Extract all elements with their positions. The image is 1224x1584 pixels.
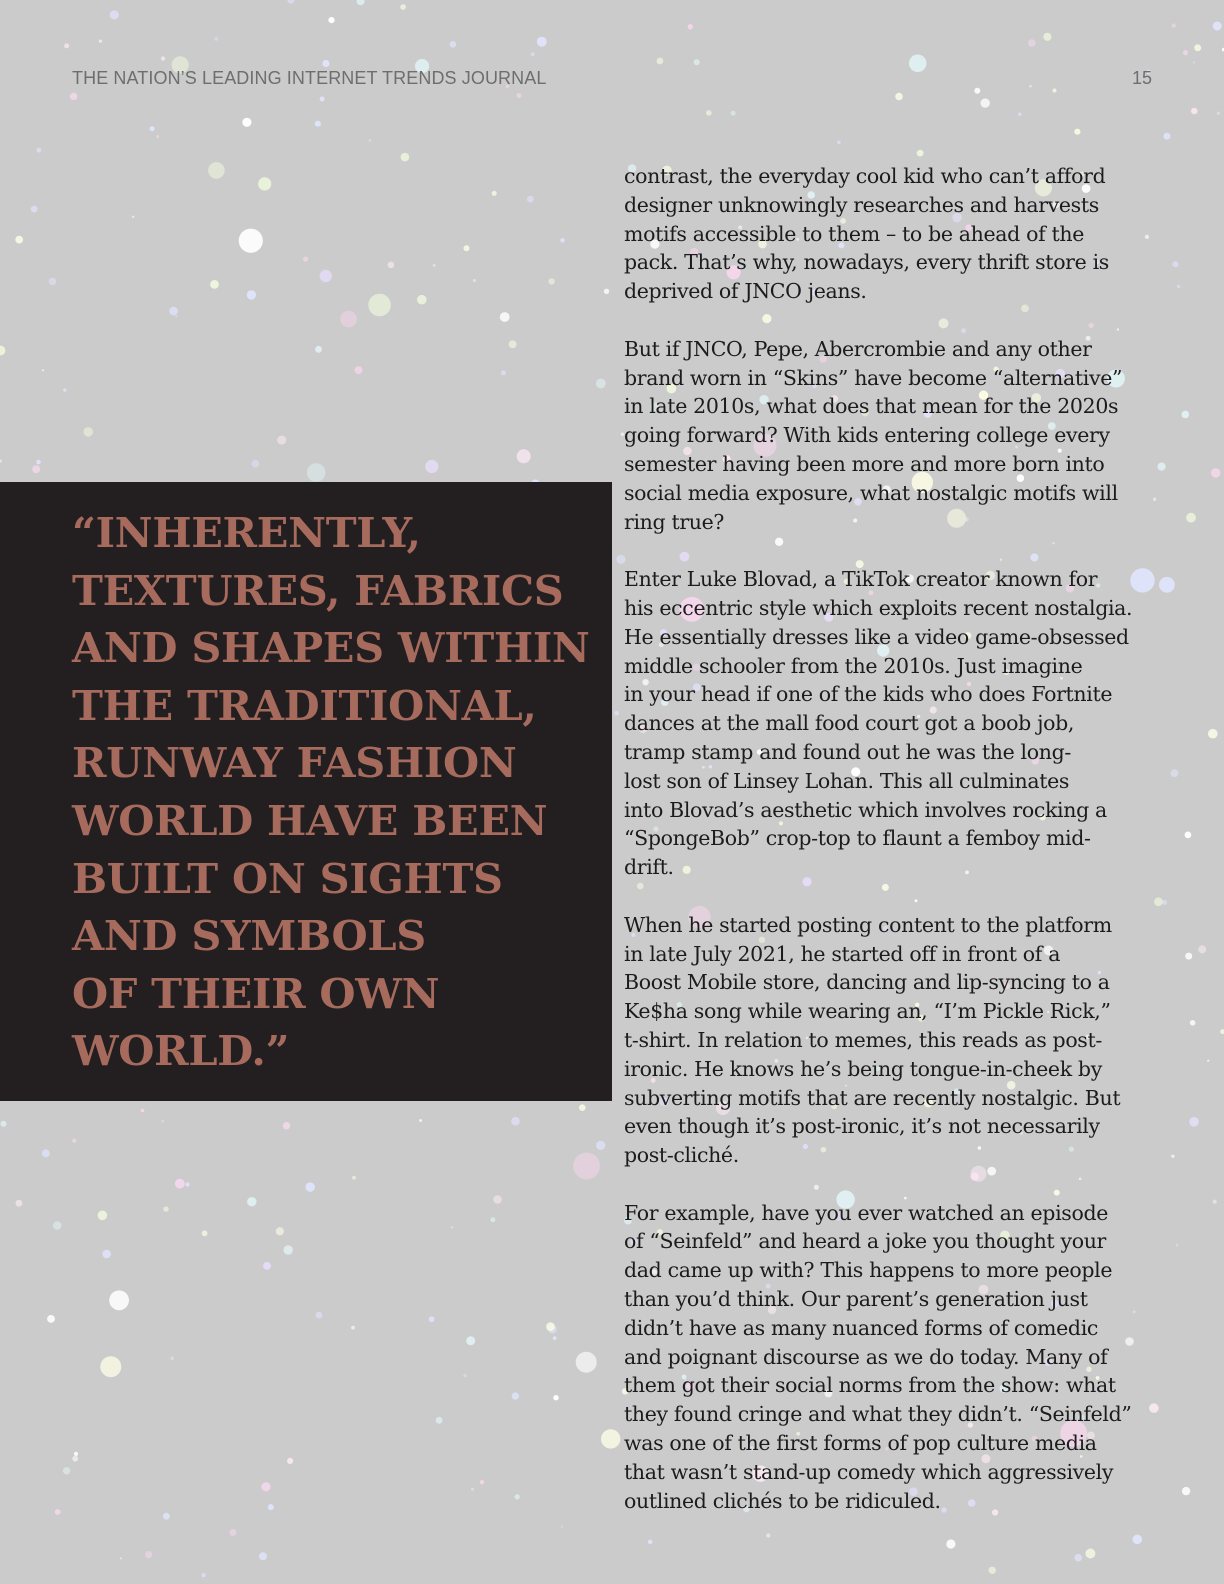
sparkle-dot — [1183, 50, 1188, 55]
sparkle-dot — [1207, 1060, 1209, 1062]
sparkle-dot — [352, 1176, 356, 1180]
sparkle-dot — [1043, 33, 1051, 41]
sparkle-dot — [63, 1467, 70, 1474]
sparkle-dot — [268, 1504, 274, 1510]
sparkle-dot — [210, 280, 219, 289]
text-line: t-shirt. In relation to memes, this reads as post- — [624, 1027, 1102, 1052]
sparkle-dot — [1172, 261, 1178, 267]
pull-quote-line: AND SYMBOLS — [72, 911, 426, 961]
sparkle-dot — [561, 1526, 563, 1528]
sparkle-dot — [277, 436, 286, 445]
text-line: going forward? With kids entering college every — [624, 423, 1110, 448]
text-line: middle schooler from the 2010s. Just imagine — [624, 653, 1083, 678]
text-line: “SpongeBob” crop-top to flaunt a femboy mid- — [624, 826, 1091, 851]
sparkle-dot — [1194, 44, 1201, 51]
text-line: deprived of JNCO jeans. — [624, 279, 867, 304]
sparkle-dot — [161, 56, 165, 60]
sparkle-dot — [981, 98, 990, 107]
sparkle-dot — [32, 465, 40, 473]
text-line: For example, have you ever watched an episode — [624, 1200, 1108, 1225]
sparkle-dot — [688, 24, 693, 29]
sparkle-dot — [102, 1250, 111, 1259]
sparkle-dot — [471, 1488, 474, 1491]
sparkle-dot — [573, 1153, 600, 1180]
sparkle-dot — [517, 93, 522, 98]
sparkle-dot — [230, 1529, 237, 1536]
sparkle-dot — [42, 1149, 50, 1157]
sparkle-dot — [261, 1482, 270, 1491]
sparkle-dot — [492, 191, 497, 196]
text-line: that wasn’t stand-up comedy which aggressively — [624, 1459, 1114, 1484]
text-line: in late July 2021, he started off in front of a — [624, 941, 1061, 966]
sparkle-dot — [110, 10, 119, 19]
text-line: outlined clichés to be ridiculed. — [624, 1488, 941, 1513]
sparkle-dot — [53, 1221, 62, 1230]
sparkle-dot — [351, 1326, 355, 1330]
sparkle-dot — [517, 449, 531, 463]
sparkle-dot — [132, 216, 134, 218]
pull-quote-line: WORLD.” — [72, 1026, 290, 1076]
sparkle-dot — [429, 1316, 435, 1322]
pull-quote-line: “INHERENTLY, — [72, 508, 421, 557]
sparkle-dot — [1177, 285, 1180, 288]
sparkle-dot — [307, 463, 326, 482]
sparkle-dot — [596, 379, 606, 389]
sparkle-dot — [464, 245, 470, 251]
sparkle-dot — [175, 1179, 185, 1189]
text-line: than you’d think. Our parent’s generation just — [624, 1287, 1088, 1312]
text-line: designer unknowingly researches and harvests — [624, 192, 1099, 217]
sparkle-dot — [208, 162, 225, 179]
running-head: THE NATION’S LEADING INTERNET TRENDS JOURNAL — [72, 68, 547, 88]
text-line: social media exposure, what nostalgic motifs will — [624, 480, 1118, 505]
sparkle-dot — [259, 1552, 267, 1560]
sparkle-dot — [400, 4, 406, 10]
pull-quote-line: AND SHAPES WITHIN — [72, 623, 590, 673]
sparkle-dot — [1186, 513, 1196, 523]
sparkle-dot — [47, 1315, 55, 1323]
sparkle-dot — [242, 118, 251, 127]
sparkle-dot — [1053, 89, 1057, 93]
sparkle-dot — [1163, 133, 1170, 140]
text-line: they found cringe and what they didn’t. “Seinfeld” — [624, 1402, 1132, 1427]
article-paragraph — [624, 1199, 1164, 1516]
sparkle-dot — [473, 279, 476, 282]
text-line: his eccentric style which exploits recent nostalgia. — [624, 595, 1133, 620]
article-paragraph — [624, 565, 1164, 882]
sparkle-dot — [895, 93, 903, 101]
text-line: semester having been more and more born into — [624, 451, 1105, 476]
sparkle-dot — [163, 1206, 168, 1211]
pull-quote-line: TEXTURES, FABRICS — [72, 565, 564, 615]
sparkle-dot — [74, 1452, 78, 1456]
sparkle-dot — [36, 460, 41, 465]
sparkle-dot — [16, 1200, 23, 1207]
sparkle-dot — [315, 346, 322, 353]
sparkle-dot — [202, 1573, 206, 1577]
sparkle-dot — [515, 1494, 520, 1499]
sparkle-dot — [36, 148, 41, 153]
sparkle-dot — [1198, 945, 1206, 953]
sparkle-dot — [480, 1480, 484, 1484]
sparkle-dot — [1176, 1244, 1179, 1247]
sparkle-dot — [99, 40, 102, 43]
sparkle-dot — [974, 88, 980, 94]
sparkle-dot — [306, 1182, 315, 1191]
sparkle-dot — [1217, 112, 1221, 116]
sparkle-dot — [258, 177, 271, 190]
sparkle-dot — [706, 110, 712, 116]
sparkle-dot — [579, 1104, 586, 1111]
sparkle-dot — [185, 1182, 189, 1186]
sparkle-dot — [320, 270, 332, 282]
sparkle-dot — [42, 369, 44, 371]
text-line: drift. — [624, 855, 674, 880]
pull-quote-line: THE TRADITIONAL, — [72, 680, 537, 730]
sparkle-dot — [493, 1195, 502, 1204]
sparkle-dot — [0, 459, 2, 462]
sparkle-dot — [141, 1109, 145, 1113]
sparkle-dot — [989, 1567, 996, 1574]
sparkle-dot — [553, 1395, 558, 1400]
text-line: into Blovad’s aesthetic which involves rocking a — [624, 797, 1107, 822]
sparkle-dot — [252, 460, 260, 468]
text-line: motifs accessible to them – to be ahead of the — [624, 221, 1085, 246]
article-paragraph — [624, 335, 1164, 537]
text-line: subverting motifs that are recently nostalgic. But — [624, 1085, 1121, 1110]
sparkle-dot — [284, 1245, 293, 1254]
text-line: tramp stamp and found out he was the long- — [624, 739, 1071, 764]
text-line: pack. That’s why, nowadays, every thrift store is — [624, 250, 1109, 275]
sparkle-dot — [156, 135, 159, 138]
sparkle-dot — [355, 366, 363, 374]
sparkle-dot — [328, 17, 334, 23]
text-line: ring true? — [624, 509, 725, 534]
sparkle-dot — [150, 126, 155, 131]
sparkle-dot — [0, 346, 5, 356]
sparkle-dot — [1185, 953, 1192, 960]
sparkle-dot — [512, 1392, 519, 1399]
sparkle-dot — [614, 711, 619, 716]
sparkle-dot — [287, 1458, 293, 1464]
sparkle-dot — [1182, 1487, 1190, 1495]
sparkle-dot — [100, 1356, 121, 1377]
sparkle-dot — [161, 1120, 164, 1123]
pull-quote-line: RUNWAY FASHION — [72, 738, 517, 788]
sparkle-dot — [450, 41, 457, 48]
sparkle-dot — [837, 141, 841, 145]
sparkle-dot — [1185, 832, 1192, 839]
sparkle-dot — [1085, 1549, 1095, 1559]
sparkle-dot — [1018, 113, 1021, 116]
sparkle-dot — [49, 278, 57, 286]
sparkle-dot — [72, 1139, 76, 1143]
article-paragraph — [624, 162, 1164, 306]
pull-quote-box — [0, 482, 612, 1101]
sparkle-dot — [1191, 108, 1198, 115]
pull-quote-line: BUILT ON SIGHTS — [72, 853, 503, 903]
sparkle-dot — [548, 278, 554, 284]
sparkle-dot — [340, 311, 357, 328]
sparkle-dot — [357, 0, 365, 5]
sparkle-dot — [163, 1513, 170, 1520]
sparkle-dot — [303, 257, 308, 262]
sparkle-dot — [401, 153, 410, 162]
text-line: even though it’s post-ironic, it’s not necessarily — [624, 1114, 1100, 1139]
text-line: dad came up with? This happens to more people — [624, 1258, 1113, 1283]
sparkle-dot — [263, 1262, 271, 1270]
text-line: When he started posting content to the platform — [624, 912, 1112, 937]
sparkle-dot — [388, 262, 395, 269]
sparkle-dot — [576, 1352, 597, 1373]
sparkle-dot — [1211, 468, 1221, 478]
sparkle-dot — [63, 388, 66, 391]
sparkle-dot — [694, 59, 700, 65]
sparkle-dot — [1172, 23, 1176, 27]
sparkle-dot — [1208, 729, 1218, 739]
text-line: didn’t have as many nuanced forms of comedic — [624, 1315, 1099, 1340]
sparkle-dot — [531, 52, 535, 56]
sparkle-dot — [175, 315, 177, 317]
sparkle-dot — [15, 236, 23, 244]
sparkle-dot — [70, 93, 77, 100]
text-line: ironic. He knows he’s being tongue-in-cheek by — [624, 1056, 1102, 1081]
sparkle-dot — [214, 37, 218, 41]
sparkle-dot — [1074, 1554, 1082, 1562]
sparkle-dot — [463, 1374, 466, 1377]
sparkle-dot — [1193, 61, 1195, 63]
sparkle-dot — [55, 1509, 61, 1515]
sparkle-dot — [320, 97, 325, 102]
sparkle-dot — [1182, 411, 1190, 419]
sparkle-dot — [1190, 1020, 1196, 1026]
sparkle-dot — [169, 307, 178, 316]
text-line: them got their social norms from the show: what — [624, 1373, 1116, 1398]
article-body — [624, 162, 1164, 1544]
text-line: brand worn in “Skins” have become “alternative” — [624, 365, 1123, 390]
sparkle-dot — [315, 121, 321, 127]
sparkle-dot — [731, 111, 736, 116]
sparkle-dot — [287, 0, 294, 4]
sparkle-dot — [247, 290, 256, 299]
sparkle-dot — [170, 1357, 174, 1361]
text-line: He essentially dresses like a video game-obsessed — [624, 624, 1129, 649]
sparkle-dot — [145, 1551, 152, 1558]
sparkle-dot — [276, 1227, 284, 1235]
sparkle-dot — [553, 1336, 557, 1340]
pull-quote-line: OF THEIR OWN — [72, 968, 440, 1018]
sparkle-dot — [560, 238, 565, 243]
sparkle-dot — [247, 1197, 256, 1206]
sparkle-dot — [1220, 1029, 1224, 1034]
sparkle-dot — [283, 1122, 290, 1129]
sparkle-dot — [1171, 1155, 1174, 1158]
text-line: was one of the first forms of pop culture media — [624, 1431, 1097, 1456]
sparkle-dot — [604, 289, 609, 294]
sparkle-dot — [98, 1211, 108, 1221]
sparkle-dot — [909, 55, 927, 73]
text-line: Ke$ha song while wearing an, “I’m Pickle Rick,” — [624, 999, 1111, 1024]
text-line: lost son of Linsey Lohan. This all culminates — [624, 768, 1070, 793]
pull-quote — [72, 504, 608, 1080]
sparkle-dot — [433, 264, 436, 267]
sparkle-dot — [239, 229, 263, 253]
sparkle-dot — [1171, 769, 1179, 777]
text-line: post-cliché. — [624, 1143, 739, 1168]
sparkle-dot — [120, 1557, 122, 1559]
sparkle-dot — [72, 1456, 78, 1462]
sparkle-dot — [369, 139, 372, 142]
sparkle-dot — [601, 1429, 620, 1448]
sparkle-dot — [527, 196, 534, 203]
text-line: and poignant discourse as we do today. Many of — [624, 1344, 1108, 1369]
sparkle-dot — [501, 370, 506, 375]
text-line: dances at the mall food court got a boob job, — [624, 711, 1075, 736]
sparkle-dot — [490, 1217, 495, 1222]
sparkle-dot — [83, 427, 93, 437]
sparkle-dot — [511, 1117, 520, 1126]
sparkle-dot — [368, 294, 391, 317]
sparkle-dot — [1213, 1200, 1217, 1204]
pull-quote-line: WORLD HAVE BEEN — [72, 795, 548, 845]
sparkle-dot — [466, 1336, 475, 1345]
sparkle-dot — [1029, 85, 1032, 88]
sparkle-dot — [917, 150, 924, 157]
sparkle-dot — [546, 1322, 555, 1331]
text-line: in late 2010s, what does that mean for the 2020s — [624, 394, 1119, 419]
sparkle-dot — [425, 460, 438, 473]
text-line: in your head if one of the kids who does Fortnite — [624, 682, 1113, 707]
sparkle-dot — [202, 1230, 208, 1236]
text-line: of “Seinfeld” and heard a joke you thought your — [624, 1229, 1107, 1254]
sparkle-dot — [596, 1141, 605, 1150]
sparkle-dot — [64, 43, 69, 48]
sparkle-dot — [417, 295, 427, 305]
sparkle-dot — [1189, 1117, 1199, 1127]
sparkle-dot — [1028, 39, 1036, 47]
text-line: Boost Mobile store, dancing and lip-syncing to a — [624, 970, 1110, 995]
sparkle-dot — [657, 58, 664, 65]
sparkle-dot — [31, 206, 38, 213]
text-line: contrast, the everyday cool kid who can’t afford — [624, 164, 1106, 188]
sparkle-dot — [509, 340, 517, 348]
sparkle-dot — [500, 312, 510, 322]
sparkle-dot — [537, 37, 547, 47]
sparkle-dot — [0, 1121, 6, 1127]
sparkle-dot — [1213, 22, 1222, 31]
text-line: But if JNCO, Pepe, Abercrombie and any other — [624, 336, 1092, 361]
sparkle-dot — [316, 1312, 323, 1319]
page-number: 15 — [1131, 68, 1152, 88]
sparkle-dot — [1074, 129, 1080, 135]
sparkle-dot — [322, 60, 329, 67]
sparkle-dot — [436, 1417, 443, 1424]
sparkle-dot — [419, 1119, 422, 1122]
sparkle-dot — [451, 1226, 454, 1229]
text-line: Enter Luke Blovad, a TikTok creator known for — [624, 567, 1098, 592]
article-paragraph — [624, 911, 1164, 1170]
sparkle-dot — [109, 1290, 129, 1310]
